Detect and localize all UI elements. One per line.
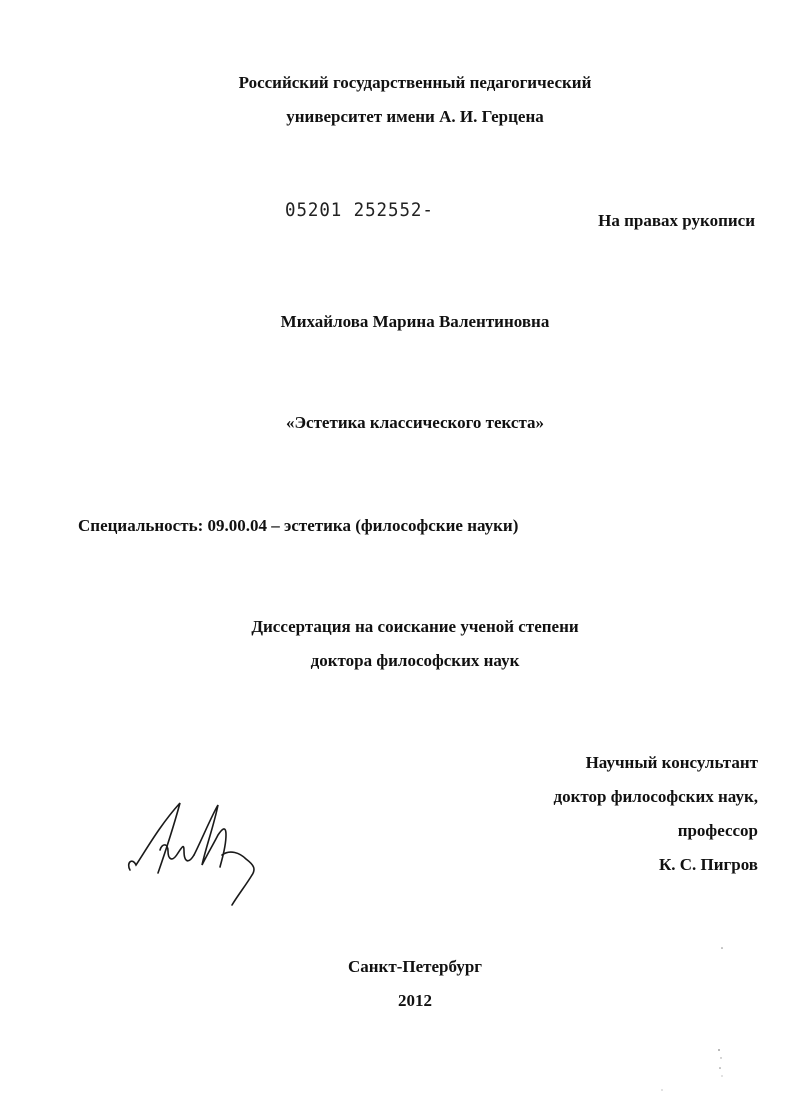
archive-stamp-code: 05201 252552- bbox=[285, 199, 434, 221]
rights-notice: На правах рукописи bbox=[598, 211, 755, 230]
city: Санкт-Петербург bbox=[347, 957, 483, 976]
consultant-name: К. С. Пигров bbox=[658, 855, 758, 874]
dissertation-title: «Эстетика классического текста» bbox=[286, 413, 544, 432]
author-name: Михайлова Марина Валентиновна bbox=[280, 312, 550, 331]
handwritten-signature bbox=[122, 795, 272, 915]
specialty: Специальность: 09.00.04 – эстетика (философские науки) bbox=[78, 516, 519, 535]
year: 2012 bbox=[398, 991, 432, 1010]
dissertation-line-1: Диссертация на соискание ученой степени bbox=[251, 617, 579, 636]
institution-line-2: университет имени А. И. Герцена bbox=[286, 107, 544, 126]
consultant-role: Научный консультант bbox=[585, 753, 758, 772]
dissertation-line-2: доктора философских наук bbox=[310, 651, 520, 670]
consultant-rank: профессор bbox=[677, 821, 758, 840]
institution-line-1: Российский государственный педагогический bbox=[238, 73, 592, 92]
consultant-degree: доктор философских наук, bbox=[553, 787, 758, 806]
